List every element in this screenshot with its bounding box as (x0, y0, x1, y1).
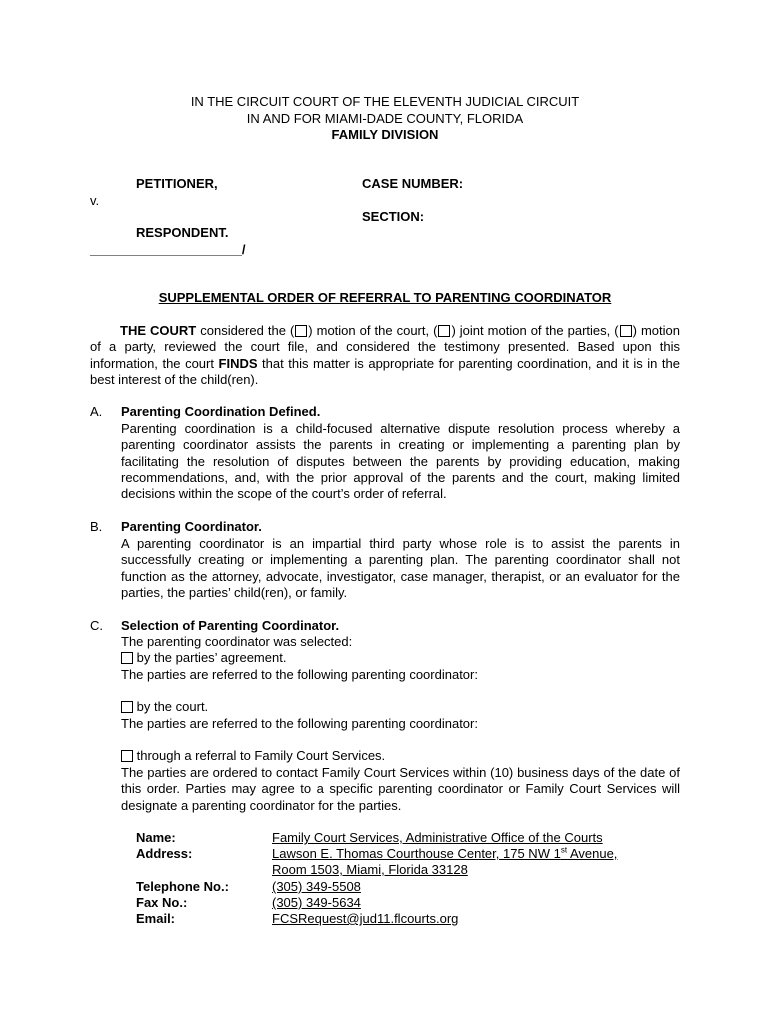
telephone-label: Telephone No.: (136, 879, 229, 894)
the-court-text: THE COURT (120, 323, 197, 338)
joint-motion-checkbox[interactable] (438, 325, 450, 337)
party-motion-checkbox[interactable] (620, 325, 632, 337)
section-b-letter: B. (90, 519, 103, 534)
case-number-label: CASE NUMBER: (362, 176, 464, 191)
name-label: Name: (136, 830, 176, 845)
address-label: Address: (136, 846, 193, 861)
email-link[interactable]: FCSRequest@jud11.flcourts.org (272, 911, 459, 926)
respondent-label: RESPONDENT. (136, 225, 229, 240)
referral-statement-1: The parties are referred to the following parenting coordinator: (121, 667, 478, 682)
court-motion-checkbox[interactable] (295, 325, 307, 337)
order-title: SUPPLEMENTAL ORDER OF REFERRAL TO PARENTING COORDINATOR (158, 290, 612, 305)
telephone-value: (305) 349-5508 (272, 879, 361, 894)
by-court-checkbox[interactable] (121, 701, 133, 713)
referral-statement-2: The parties are referred to the following parenting coordinator: (121, 716, 478, 731)
section-c-heading: Selection of Parenting Coordinator. (121, 618, 340, 633)
section-b-body: A parenting coordinator is an impartial third party whose role is to assist the parents in successfully creating or implementing a parenting plan. The parenting coordinator shall not function as the attorney, advocate, investigator, case manager, therapist, or an evaluator for the parties, the parties’ child(ren), or family. (121, 536, 680, 600)
finds-text: FINDS (218, 355, 258, 371)
name-value: Family Court Services, Administrative Office of the Courts (272, 830, 603, 845)
section-c-letter: C. (90, 618, 103, 633)
intro-paragraph: THE COURT considered the ( ) motion of the court, ( ) joint motion of the parties, ( ) motion of a party, reviewed the court file, and considered the testimony presented. Based upon this information, the court FINDS that this matter is appropriate for parenting coordination, and it is in the best interest of the child(ren). (90, 323, 681, 387)
option-by-court: by the court. (121, 699, 208, 715)
fcs-referral-checkbox[interactable] (121, 750, 133, 762)
court-header-division: FAMILY DIVISION (331, 127, 439, 142)
court-header-line1: IN THE CIRCUIT COURT OF THE ELEVENTH JUDICIAL CIRCUIT (190, 94, 580, 109)
option-parties-agreement: by the parties’ agreement. (121, 650, 286, 666)
fax-value: (305) 349-5634 (272, 895, 361, 910)
section-b-heading: Parenting Coordinator. (121, 519, 262, 534)
section-a-body: Parenting coordination is a child-focused alternative dispute resolution process whereby a parenting coordinator assists the parents in creating or implementing a parenting plan by facilitating the resolution of disputes between the parents by providing education, making recommendations, and, with the prior approval of the parents and the court, making limited decisions within the scope of the court’s order of referral. (121, 421, 680, 502)
option-fcs-referral: through a referral to Family Court Services. (121, 748, 385, 764)
address-line-1: Lawson E. Thomas Courthouse Center, 175 NW 1st Avenue, (272, 845, 618, 861)
selection-statement: The parenting coordinator was selected: (121, 634, 353, 649)
court-header-line2: IN AND FOR MIAMI-DADE COUNTY, FLORIDA (246, 111, 524, 126)
section-label: SECTION: (362, 209, 425, 224)
signature-line: _____________________/ (90, 242, 246, 257)
section-a-letter: A. (90, 404, 103, 419)
versus-label: v. (90, 193, 100, 208)
email-label: Email: (136, 911, 176, 926)
petitioner-label: PETITIONER, (136, 176, 218, 191)
fcs-instructions: The parties are ordered to contact Family Court Services within (10) business days of the date of this order. Parties may agree to a specific parenting coordinator or Family Court Services will designate a parenting coordinator for the parties. (121, 765, 680, 813)
parties-agreement-checkbox[interactable] (121, 652, 133, 664)
address-line-2: Room 1503, Miami, Florida 33128 (272, 862, 468, 877)
fax-label: Fax No.: (136, 895, 188, 910)
section-a-heading: Parenting Coordination Defined. (121, 404, 321, 419)
